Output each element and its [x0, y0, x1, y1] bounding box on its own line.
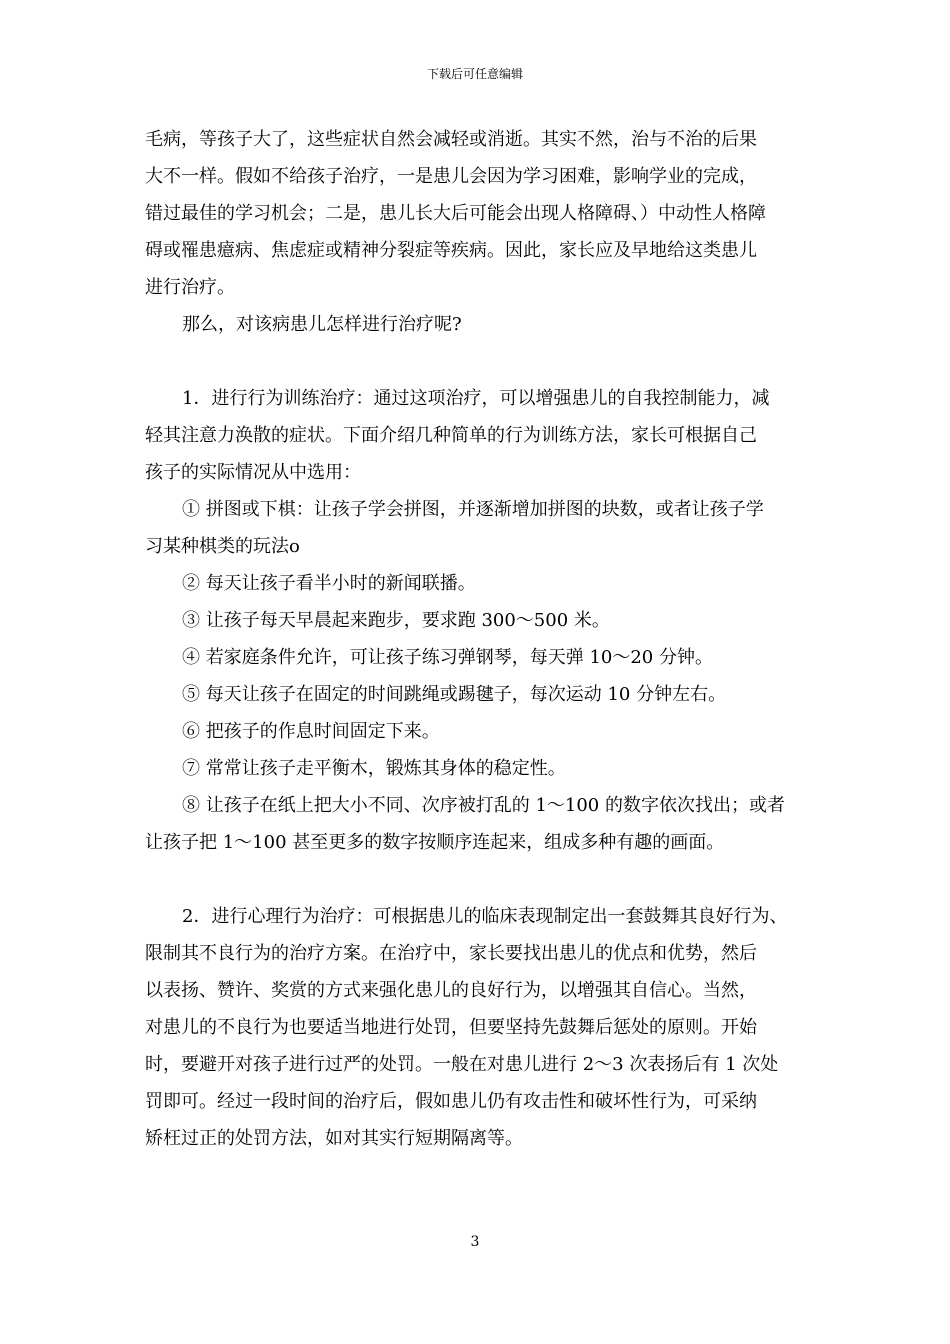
text-line: 2．进行心理行为治疗：可根据患儿的临床表现制定出一套鼓舞其良好行为、: [182, 906, 788, 927]
text-line: ⑦ 常常让孩子走平衡木，锻炼其身体的稳定性。: [182, 758, 566, 779]
text-line: 进行治疗。: [145, 277, 235, 298]
document-body: [145, 121, 813, 1157]
text-line: ② 每天让孩子看半小时的新闻联播。: [182, 573, 476, 594]
blank-line: [145, 343, 813, 380]
list-item: [145, 602, 813, 639]
paragraph: [145, 898, 813, 1157]
list-item: [145, 639, 813, 676]
text-line: 孩子的实际情况从中选用：: [145, 462, 361, 483]
text-line: ① 拼图或下棋：让孩子学会拼图，并逐渐增加拼图的块数，或者让孩子学: [182, 499, 764, 520]
text-line: ⑤ 每天让孩子在固定的时间跳绳或踢毽子，每次运动 10 分钟左右。: [182, 684, 727, 705]
list-item: [145, 787, 813, 861]
blank-line: [145, 861, 813, 898]
page-header: 下载后可任意编辑: [426, 67, 523, 81]
text-line: 1．进行行为训练治疗：通过这项治疗，可以增强患儿的自我控制能力，减: [182, 388, 770, 409]
text-line: ⑥ 把孩子的作息时间固定下来。: [182, 721, 440, 742]
text-line: 对患儿的不良行为也要适当地进行处罚，但要坚持先鼓舞后惩处的原则。开始: [145, 1017, 757, 1038]
list-item: [145, 713, 813, 750]
text-line: ④ 若家庭条件允许，可让孩子练习弹钢琴，每天弹 10～20 分钟。: [182, 647, 713, 668]
paragraph: [145, 306, 813, 343]
list-item: [145, 676, 813, 713]
text-line: 错过最佳的学习机会；二是，患儿长大后可能会出现人格障碍、）中动性人格障: [145, 203, 766, 224]
text-line: 以表扬、赞许、奖赏的方式来强化患儿的良好行为，以增强其自信心。当然，: [145, 980, 757, 1001]
text-line: 时，要避开对孩子进行过严的处罚。一般在对患儿进行 2～3 次表扬后有 1 次处: [145, 1054, 779, 1075]
text-line: ③ 让孩子每天早晨起来跑步，要求跑 300～500 米。: [182, 610, 610, 631]
text-line: 让孩子把 1～100 甚至更多的数字按顺序连起来，组成多种有趣的画面。: [145, 832, 725, 853]
text-line: 矫枉过正的处罚方法，如对其实行短期隔离等。: [145, 1128, 523, 1149]
text-line: 限制其不良行为的治疗方案。在治疗中，家长要找出患儿的优点和优势，然后: [145, 943, 757, 964]
list-item: [145, 565, 813, 602]
list-item: [145, 750, 813, 787]
paragraph: [145, 121, 813, 306]
list-item: [145, 491, 813, 565]
paragraph: [145, 380, 813, 491]
text-line: ⑧ 让孩子在纸上把大小不同、次序被打乱的 1～100 的数字依次找出；或者: [182, 795, 785, 816]
text-line: 毛病，等孩子大了，这些症状自然会减轻或消逝。其实不然，治与不治的后果: [145, 129, 757, 150]
text-line: 那么，对该病患儿怎样进行治疗呢?: [182, 314, 462, 335]
text-line: 轻其注意力涣散的症状。下面介绍几种简单的行为训练方法，家长可根据自己: [145, 425, 757, 446]
text-line: 大不一样。假如不给孩子治疗，一是患儿会因为学习困难，影响学业的完成，: [145, 166, 757, 187]
text-line: 罚即可。经过一段时间的治疗后，假如患儿仍有攻击性和破坏性行为，可采纳: [145, 1091, 757, 1112]
page-number: 3: [470, 1234, 480, 1250]
text-line: 习某种棋类的玩法o: [145, 536, 300, 557]
text-line: 碍或罹患癔病、焦虑症或精神分裂症等疾病。因此，家长应及早地给这类患儿: [145, 240, 757, 261]
